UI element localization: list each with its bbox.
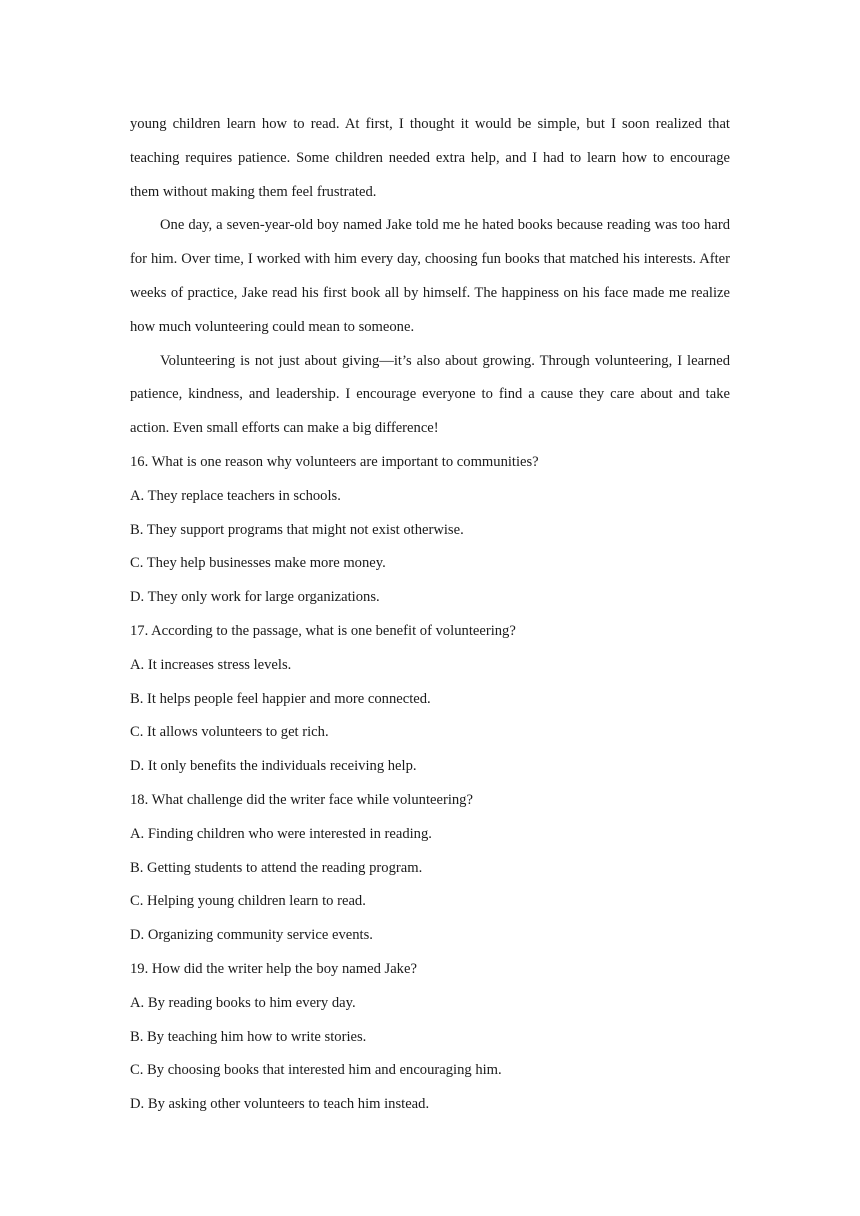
option-c: C. By choosing books that interested him and encouraging him.	[130, 1062, 502, 1079]
option-a: A. Finding children who were interested in reading.	[130, 825, 432, 842]
question-16	[130, 446, 730, 615]
passage-paragraph-3: Volunteering is not just about giving—it’s also about growing. Through volunteering, I learned patience, kindness, and leadership. I encourage everyone to find a cause they care about and take action. Even small efforts can make a big difference!	[130, 352, 730, 437]
option-b: B. Getting students to attend the reading program.	[130, 859, 423, 876]
option-c: C. Helping young children learn to read.	[130, 893, 366, 910]
question-19	[130, 953, 730, 1122]
passage-paragraph-2: One day, a seven-year-old boy named Jake told me he hated books because reading was too hard for him. Over time, I worked with him every day, choosing fun books that matched his interests. After weeks of practice, Jake read his first book all by himself. The happiness on his face made me realize how much volunteering could mean to someone.	[130, 217, 730, 335]
option-b: B. It helps people feel happier and more connected.	[130, 690, 431, 707]
question-stem: 18. What challenge did the writer face while volunteering?	[130, 791, 473, 808]
question-17	[130, 615, 730, 784]
option-d: D. They only work for large organizations.	[130, 589, 380, 606]
option-c: C. They help businesses make more money.	[130, 555, 386, 572]
passage-paragraph-1: young children learn how to read. At first, I thought it would be simple, but I soon realized that teaching requires patience. Some children needed extra help, and I had to learn how to encourage them without making them feel frustrated.	[130, 116, 730, 200]
option-d: D. Organizing community service events.	[130, 927, 373, 944]
question-stem: 19. How did the writer help the boy named Jake?	[130, 960, 417, 977]
option-b: B. They support programs that might not exist otherwise.	[130, 521, 464, 538]
document-page	[130, 108, 730, 1122]
option-a: A. They replace teachers in schools.	[130, 487, 341, 504]
option-b: B. By teaching him how to write stories.	[130, 1028, 367, 1045]
option-a: A. It increases stress levels.	[130, 656, 292, 673]
question-stem: 16. What is one reason why volunteers are important to communities?	[130, 453, 539, 470]
question-18	[130, 784, 730, 953]
option-a: A. By reading books to him every day.	[130, 994, 356, 1011]
option-d: D. It only benefits the individuals receiving help.	[130, 758, 417, 775]
option-d: D. By asking other volunteers to teach him instead.	[130, 1096, 430, 1113]
option-c: C. It allows volunteers to get rich.	[130, 724, 329, 741]
question-stem: 17. According to the passage, what is one benefit of volunteering?	[130, 622, 516, 639]
